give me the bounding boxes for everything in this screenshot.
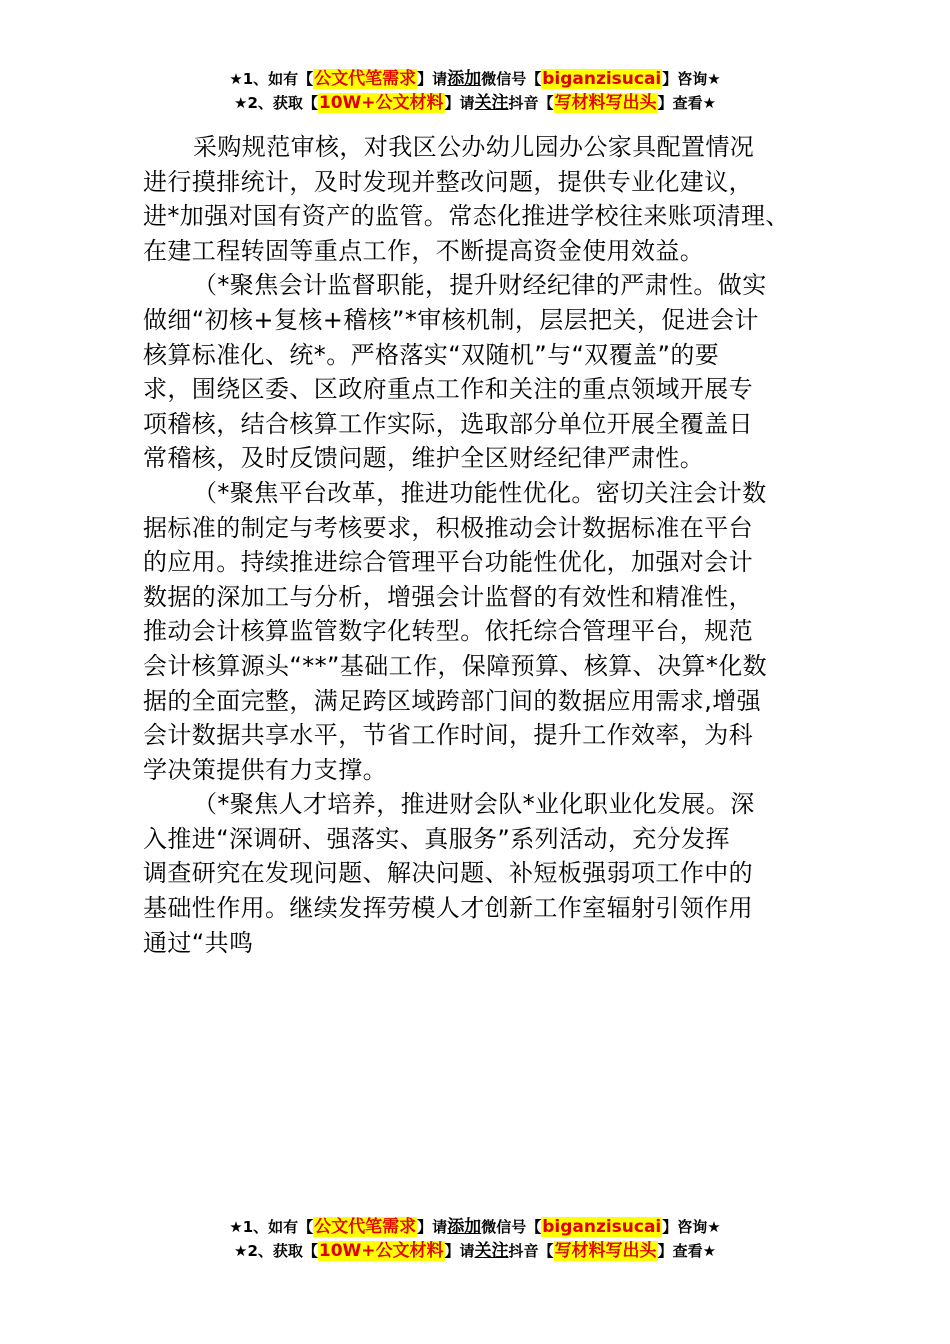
- text-line: （*聚焦平台改革，推进功能性优化。密切关注会计数: [193, 478, 767, 507]
- text-line: 常稽核，及时反馈问题，维护全区财经纪律严肃性。: [143, 444, 705, 473]
- promo-text: 】咨询★: [662, 70, 721, 88]
- promo-text: 微信号【: [481, 70, 542, 88]
- document-body: [143, 130, 808, 960]
- bottom-promo-banner: [0, 1215, 950, 1263]
- promo-highlight: 公文代笔需求: [314, 1217, 417, 1237]
- promo-text: 微信号【: [481, 1218, 542, 1236]
- star-icon: ★: [229, 70, 243, 88]
- top-promo-banner: [0, 67, 950, 115]
- promo-underline: 添加: [447, 69, 482, 89]
- promo-text: 1、如有【: [242, 70, 314, 88]
- paragraph: [143, 787, 808, 960]
- promo-text: 2、获取【: [247, 94, 318, 112]
- promo-text: 】请: [444, 1242, 475, 1260]
- text-line: 做细“初核+复核+稽核”*审核机制，层层把关，促进会计: [143, 305, 759, 334]
- text-line: （*聚焦人才培养，推进财会队*业化职业化发展。深: [193, 790, 755, 819]
- paragraph: [143, 268, 808, 476]
- text-line: 据的全面完整，满足跨区域跨部门间的数据应用需求,增强: [143, 686, 762, 715]
- promo-text: 】查看★: [657, 94, 717, 112]
- promo-highlight: 10W+公文材料: [318, 1241, 444, 1261]
- promo-underline: 关注: [474, 93, 509, 113]
- text-line: 入推进“深调研、强落实、真服务”系列活动，充分发挥: [143, 824, 730, 853]
- text-line: 推动会计核算监管数字化转型。依托综合管理平台，规范: [143, 617, 753, 646]
- promo-highlight-douyin: 写材料写出头: [554, 93, 657, 113]
- promo-text: 】请: [444, 94, 475, 112]
- text-line: 核算标准化、统*。严格落实“双随机”与“双覆盖”的要: [143, 340, 720, 369]
- text-line: 求，围绕区委、区政府重点工作和关注的重点领域开展专: [143, 375, 753, 404]
- promo-highlight-wechat-id: biganzisucai: [542, 1217, 662, 1237]
- promo-underline: 添加: [447, 1217, 482, 1237]
- star-icon: ★: [233, 94, 248, 112]
- promo-text: 】请: [417, 70, 448, 88]
- promo-highlight-wechat-id: biganzisucai: [542, 69, 662, 89]
- star-icon: ★: [233, 1242, 248, 1260]
- promo-underline: 关注: [474, 1241, 509, 1261]
- star-icon: ★: [229, 1218, 243, 1236]
- promo-text: 抖音【: [508, 1242, 554, 1260]
- promo-line-2: [0, 91, 950, 115]
- text-line: 数据的深加工与分析，增强会计监督的有效性和精准性，: [143, 582, 753, 611]
- promo-text: 抖音【: [508, 94, 554, 112]
- text-line: 通过“共鸣: [143, 928, 254, 957]
- text-line: 学决策提供有力支撑。: [143, 755, 387, 784]
- promo-highlight-douyin: 写材料写出头: [554, 1241, 657, 1261]
- promo-line-1: [0, 67, 950, 91]
- paragraph: [143, 476, 808, 787]
- text-line: 的应用。持续推进综合管理平台功能性优化，加强对会计: [143, 548, 753, 577]
- promo-text: 】咨询★: [662, 1218, 721, 1236]
- text-line: 会计数据共享水平，节省工作时间，提升工作效率，为科: [143, 721, 753, 750]
- text-line: 调查研究在发现问题、解决问题、补短板强弱项工作中的: [143, 859, 753, 888]
- promo-text: 2、获取【: [247, 1242, 318, 1260]
- text-line: 进行摸排统计，及时发现并整改问题，提供专业化建议，: [143, 167, 753, 196]
- text-line: 在建工程转固等重点工作，不断提高资金使用效益。: [143, 236, 705, 265]
- text-line: 会计核算源头“**”基础工作，保障预算、核算、决算*化数: [143, 651, 768, 680]
- promo-text: 】查看★: [657, 1242, 717, 1260]
- text-line: 采购规范审核，对我区公办幼儿园办公家具配置情况: [193, 133, 755, 161]
- promo-line-1: [0, 1215, 950, 1239]
- promo-text: 1、如有【: [242, 1218, 314, 1236]
- text-line: 进*加强对国有资产的监管。常态化推进学校往来账项清理、: [143, 202, 790, 231]
- text-line: 基础性作用。继续发挥劳模人才创新工作室辐射引领作用: [143, 894, 753, 923]
- text-line: 据标准的制定与考核要求，积极推动会计数据标准在平台: [143, 513, 753, 542]
- promo-line-2: [0, 1239, 950, 1263]
- promo-highlight: 10W+公文材料: [318, 93, 444, 113]
- text-line: 项稽核，结合核算工作实际，选取部分单位开展全覆盖日: [143, 409, 753, 438]
- text-line: （*聚焦会计监督职能，提升财经纪律的严肃性。做实: [193, 271, 767, 300]
- promo-highlight: 公文代笔需求: [314, 69, 417, 89]
- promo-text: 】请: [417, 1218, 448, 1236]
- paragraph: [143, 130, 808, 268]
